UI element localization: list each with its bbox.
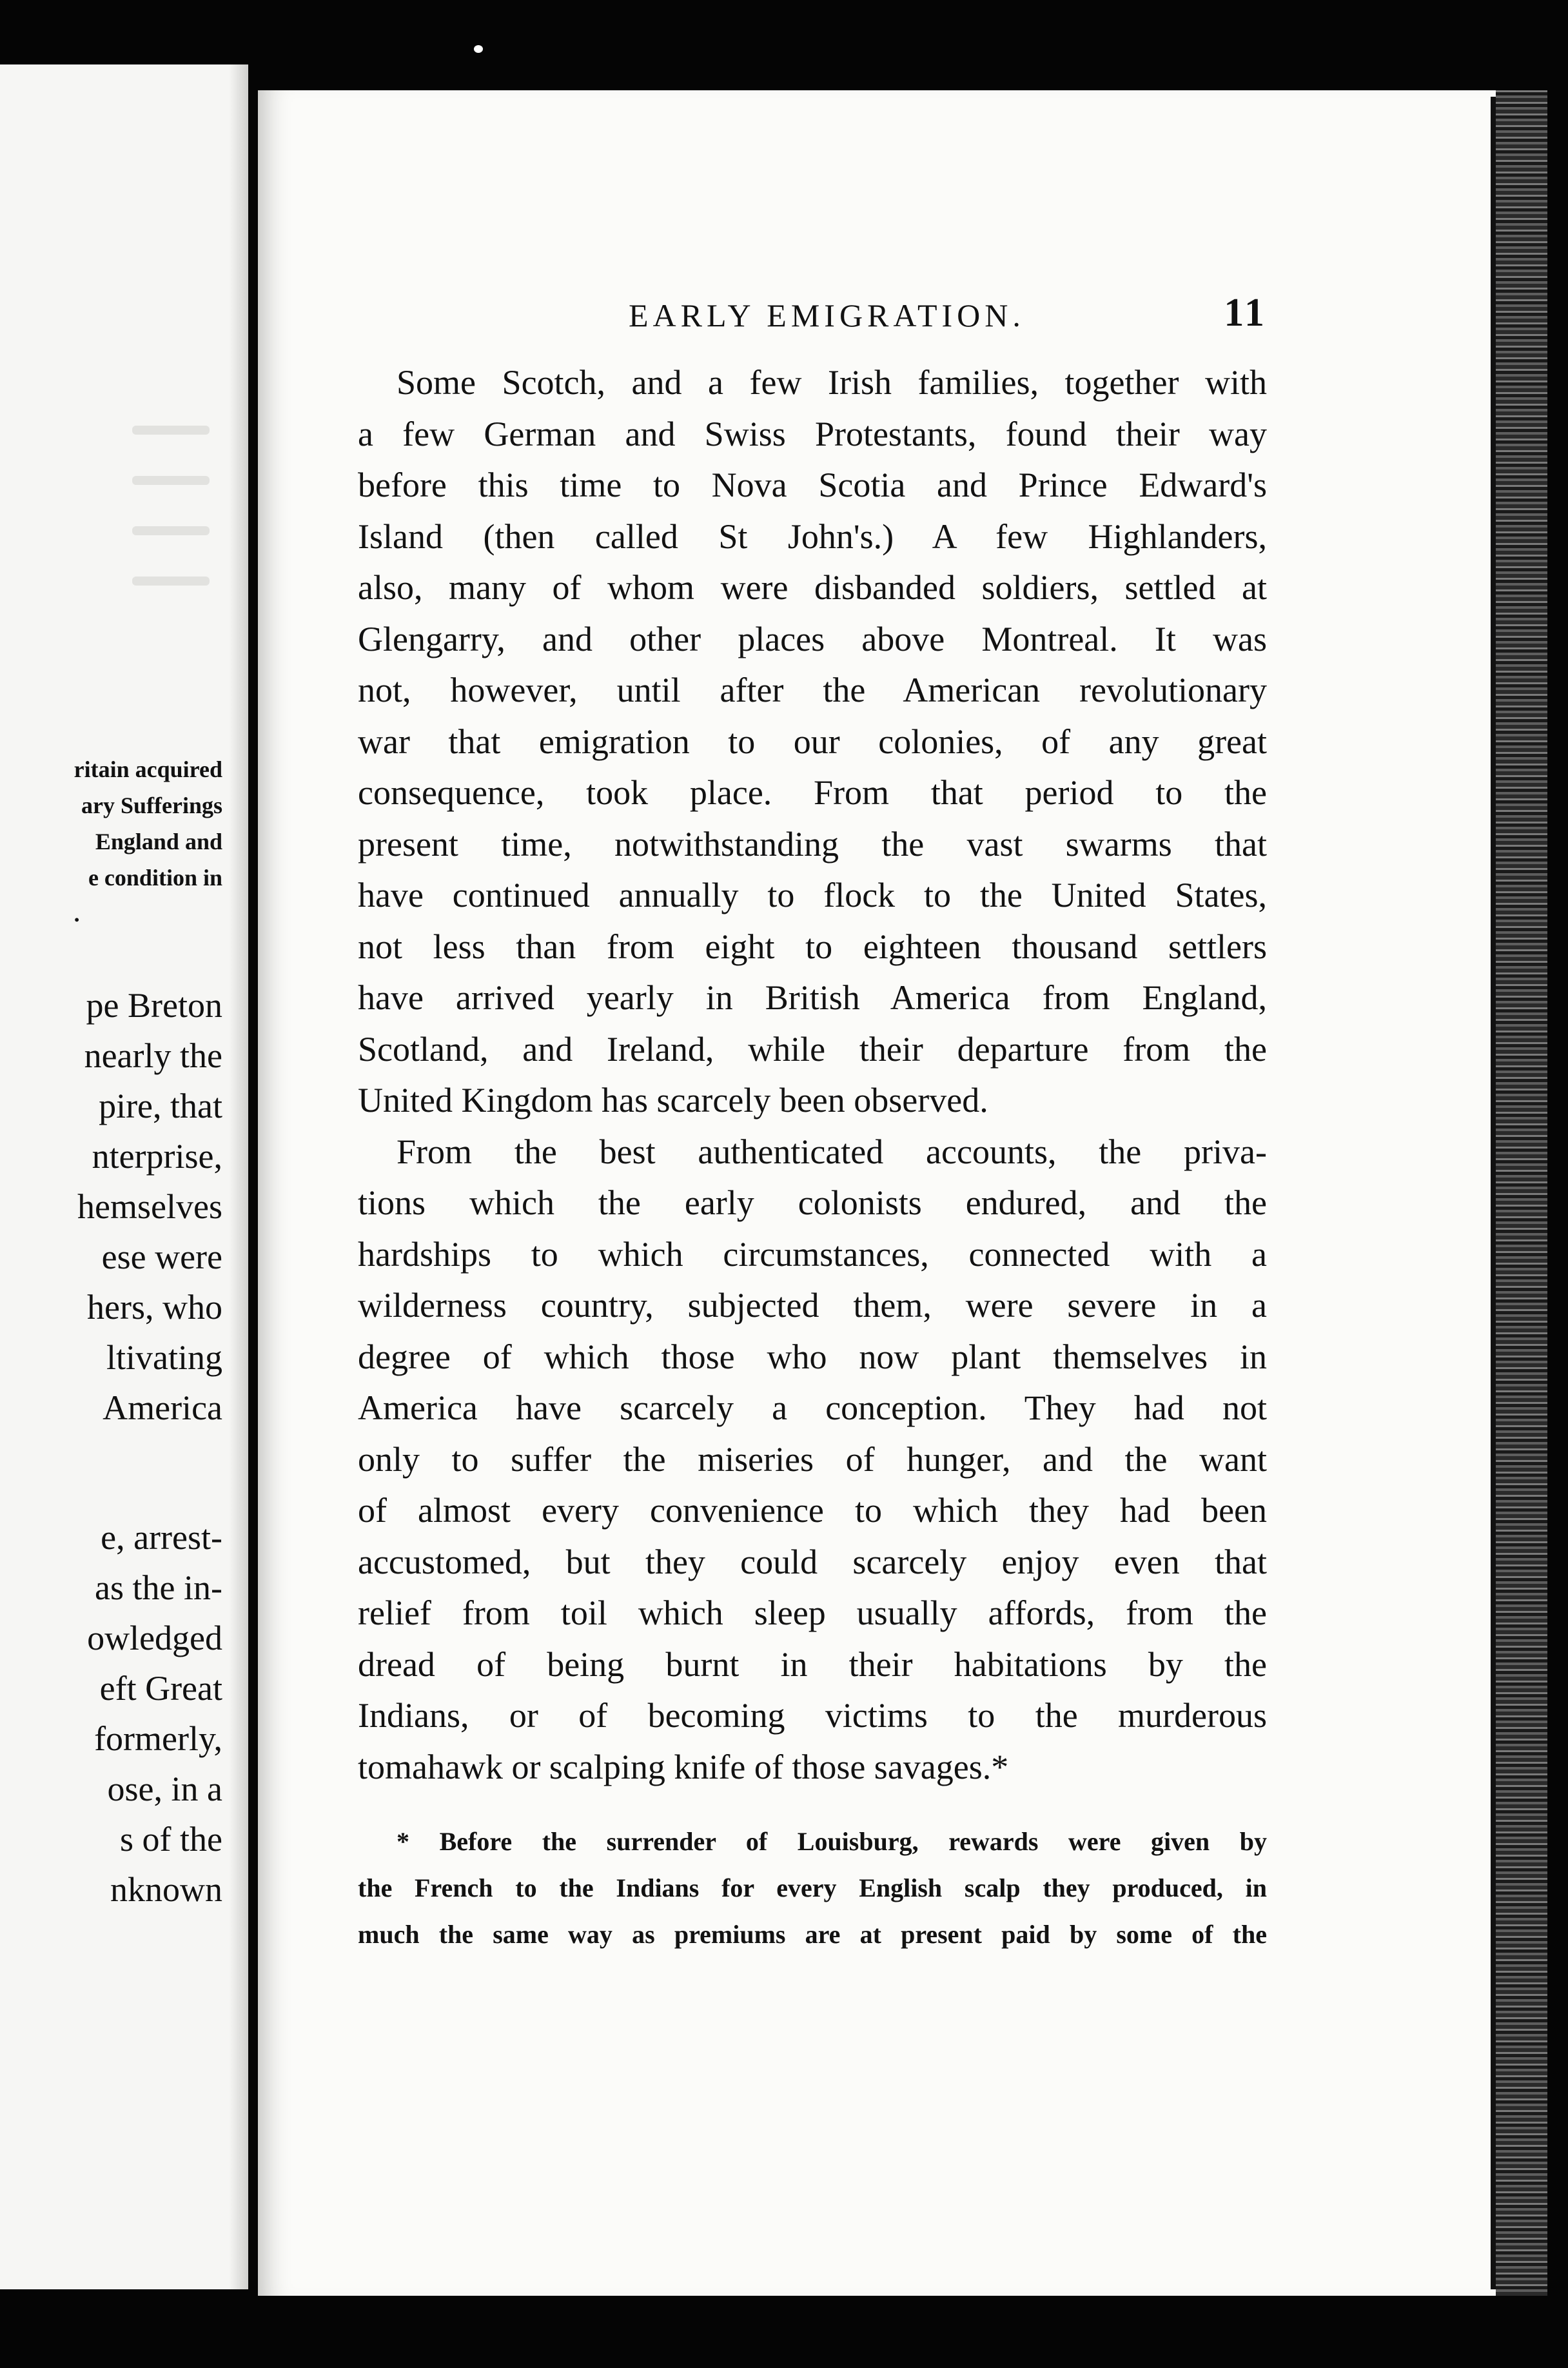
text-line: Glengarry, and other places above Montreal. It was [358,619,1267,658]
text-line: From the best authenticated accounts, the priva- [397,1132,1267,1171]
facing-line: ese were [101,1238,222,1276]
facing-line: hers, who [87,1288,222,1327]
footnote-line: * Before the surrender of Louisburg, rewards were given by [397,1827,1267,1856]
sidenote-line: ary Sufferings [81,793,222,818]
facing-line: owledged [87,1619,222,1657]
facing-page-text-1 [77,980,222,1433]
facing-line: ltivating [106,1338,222,1377]
facing-line: e, arrest- [101,1518,222,1557]
sidenote-line: England and [95,829,222,854]
facing-page-text-2 [87,1512,222,1915]
text-line: not less than from eight to eighteen thousand settlers [358,927,1267,966]
sidenote-line: ritain acquired [74,756,222,782]
facing-line: pe Breton [86,986,222,1025]
page-content [358,291,1267,1958]
facing-line: pire, that [99,1087,222,1125]
paragraph-2 [358,1127,1267,1793]
sidenote-line: e condition in [88,865,222,891]
text-line: tions which the early colonists endured, and the [358,1183,1267,1222]
sidenote-line: . [74,901,80,927]
faint-show-through [132,426,210,627]
text-line: not, however, until after the American revolutionary [358,671,1267,709]
page-gutter-shadow [229,64,248,2289]
text-line: degree of which those who now plant themselves in [358,1337,1267,1376]
text-line: accustomed, but they could scarcely enjoy even that [358,1542,1267,1581]
text-line: tomahawk or scalping knife of those savages.* [358,1747,1009,1786]
page-number: 11 [1224,291,1267,335]
facing-line: as the in- [95,1568,222,1607]
facing-line: America [103,1388,222,1427]
text-line: Island (then called St John's.) A few Highlanders, [358,517,1267,556]
facing-page [0,64,248,2289]
running-header [358,291,1267,348]
scan-speck [474,45,483,53]
footnote-line: the French to the Indians for every English scalp they produced, in [358,1873,1267,1902]
text-line: relief from toil which sleep usually affords, from the [358,1593,1267,1632]
facing-line: eft Great [99,1669,222,1708]
facing-page-sidenote [74,751,222,932]
facing-line: nearly the [84,1036,222,1075]
facing-line: nknown [110,1870,222,1909]
facing-line: ose, in a [107,1770,222,1808]
page-edge-line [1491,97,1496,2289]
text-line: before this time to Nova Scotia and Prince Edward's [358,466,1267,504]
text-line: Some Scotch, and a few Irish families, together with [397,363,1267,402]
text-line: have arrived yearly in British America from England, [358,978,1267,1017]
text-line: Indians, or of becoming victims to the murderous [358,1696,1267,1735]
footnote [358,1819,1267,1958]
facing-line: s of the [120,1820,222,1859]
facing-line: hemselves [77,1187,222,1226]
text-line: have continued annually to flock to the United States, [358,876,1267,914]
text-line: war that emigration to our colonies, of any great [358,722,1267,761]
text-line: America have scarcely a conception. They had not [358,1388,1267,1427]
footnote-line: much the same way as premiums are at present paid by some of the [358,1920,1267,1949]
facing-line: formerly, [94,1719,222,1758]
text-line: dread of being burnt in their habitations by the [358,1644,1267,1684]
running-title: EARLY EMIGRATION. [629,297,1025,333]
text-line: Scotland, and Ireland, while their departure from the [358,1029,1267,1069]
text-line: a few German and Swiss Protestants, found their way [358,414,1267,453]
text-line: only to suffer the miseries of hunger, and the want [358,1439,1267,1479]
text-line: also, many of whom were disbanded soldiers, settled at [358,568,1267,607]
text-line: present time, notwithstanding the vast swarms that [358,824,1267,863]
paragraph-1 [358,357,1267,1127]
text-line: United Kingdom has scarcely been observed. [358,1081,988,1120]
text-line: consequence, took place. From that period to the [358,773,1267,812]
facing-line: nterprise, [92,1137,222,1176]
text-line: wilderness country, subjected them, were severe in a [358,1286,1267,1325]
text-line: hardships to which circumstances, connected with a [358,1234,1267,1274]
text-line: of almost every convenience to which they had been [358,1491,1267,1530]
book-edge [1496,90,1547,2296]
